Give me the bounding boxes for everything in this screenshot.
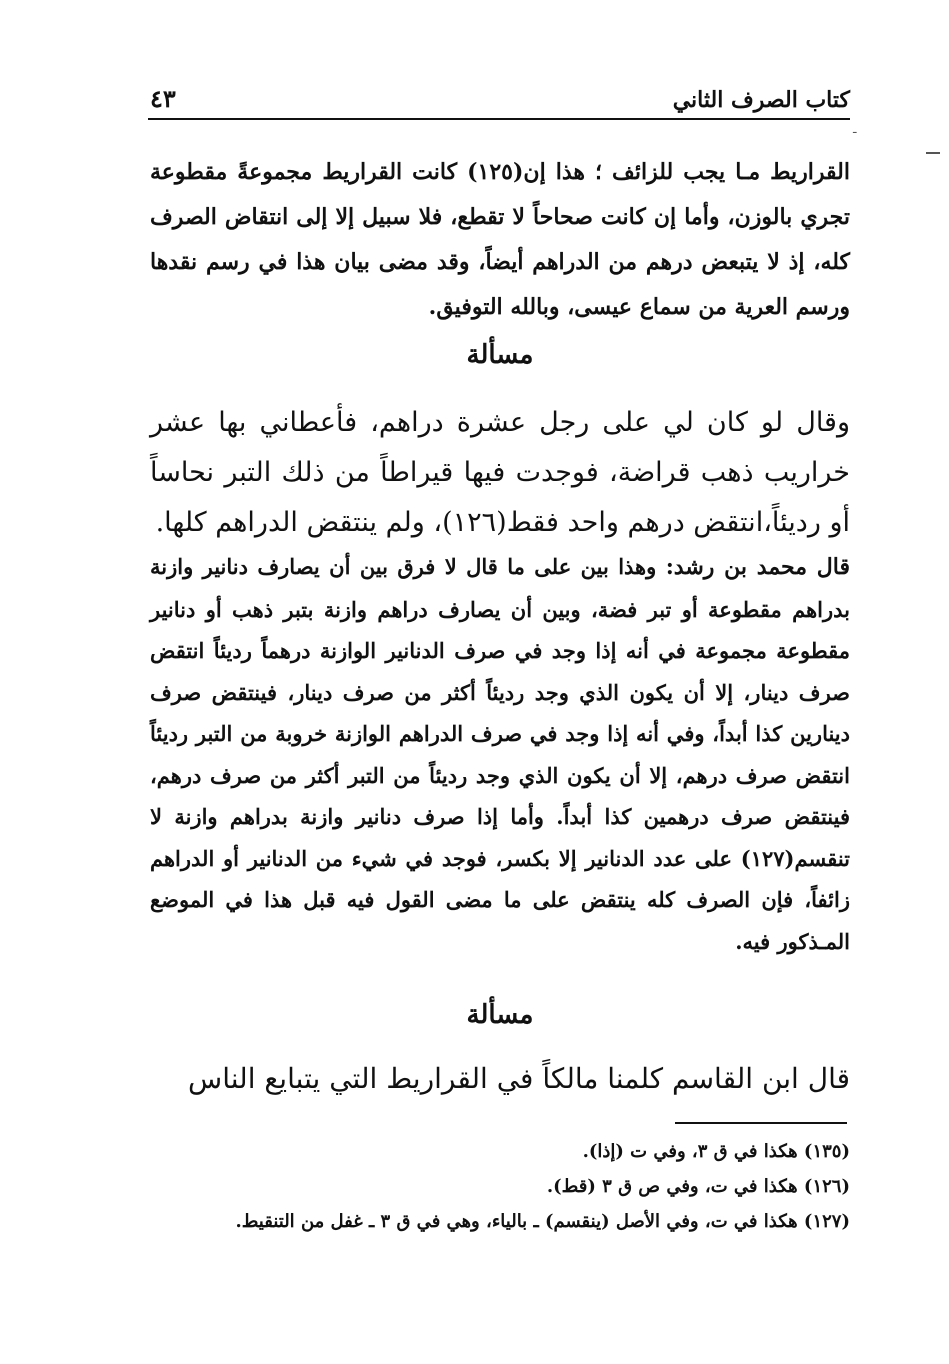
- footnotes: [150, 1134, 850, 1239]
- margin-mark: ـ: [853, 122, 857, 136]
- footnote: (١٣٥) هكذا في ق ٣، وفي ت (إذا).: [582, 1141, 850, 1162]
- question-paragraph: وقال لو كان لي على رجل عشرة دراهم، فأعطاني بها عشر خراريب ذهب قراضة، فوجدت فيها قيراطاً من ذلك التبر نحاساً أو رديئاً،انتقض درهم واحد فقط(١٢٦)، ولم ينتقض الدراهم كلها.: [150, 407, 850, 538]
- footnote: (١٢٦) هكذا في ت، وفي ص ق ٣ (قط).: [546, 1176, 850, 1197]
- page-header: [150, 84, 850, 113]
- running-title: كتاب الصرف الثاني: [672, 87, 850, 113]
- page-number: ٤٣: [150, 84, 176, 113]
- footnote: (١٢٧) هكذا في ت، وفي الأصل (ينقسم) ـ بالياء، وهي في ق ٣ ـ غفل من التنقيط.: [235, 1211, 850, 1232]
- header-rule: [148, 118, 850, 120]
- commentary-paragraph: [150, 546, 850, 962]
- commentary-body: وهذا بين على ما قال لا فرق بين أن يصارف دنانير وازنة بدراهم مقطوعة أو تبر فضة، وبين أن يصارف دراهم وازنة بتبر ذهب أو دنانير مقطوعة مجموعة في أنه إذا وجد في صرف الدنانير الوازنة درهماً رديئاً انتقض صرف دينار، إلا أن يكون الذي وجد رديئاً أكثر من صرف دينار، فينتقض صرف دينارين كذا أبداً، وفي أنه إذا وجد في صرف الدراهم الوازنة خروبة من التبر رديئاً انتقض صرف درهم، إلا أن يكون الذي وجد رديئاً من التبر أكثر من صرف درهم، فينتقض صرف درهمين كذا أبداً. وأما إذا صرف دنانير وازنة بدراهم وازنة لا تنقسم(١٢٧) على عدد الدنانير إلا بكسر، فوجد في شيء من الدنانير أو الدراهم زائفاً، فإن الصرف كله ينتقض على ما مضى القول فيه قبل هذا في الموضع المـذكور فيه.: [150, 554, 850, 954]
- margin-mark: [926, 152, 940, 154]
- footnote-rule: [675, 1122, 847, 1124]
- commentary-lead: قال محمد بن رشد:: [665, 554, 850, 580]
- intro-paragraph: القراريط مـا يجب للزائف ؛ هذا إن(١٢٥) كانت القراريط مجموعةً مقطوعة تجري بالوزن، وأما إن كانت صحاحاً لا تقطع، فلا سبيل إلا إلى انتقاض الصرف كله، إذ لا يتبعض درهم من الدراهم أيضاً، وقد مضى بيان هذا في رسم نقدها ورسم العرية من سماع عيسى، وبالله التوفيق.: [150, 159, 850, 320]
- section-heading: مسألة: [466, 1000, 534, 1030]
- section-heading: مسألة: [466, 340, 534, 370]
- question-paragraph: قال ابن القاسم كلمنا مالكاً في القراريط التي يتبايع الناس: [188, 1062, 850, 1095]
